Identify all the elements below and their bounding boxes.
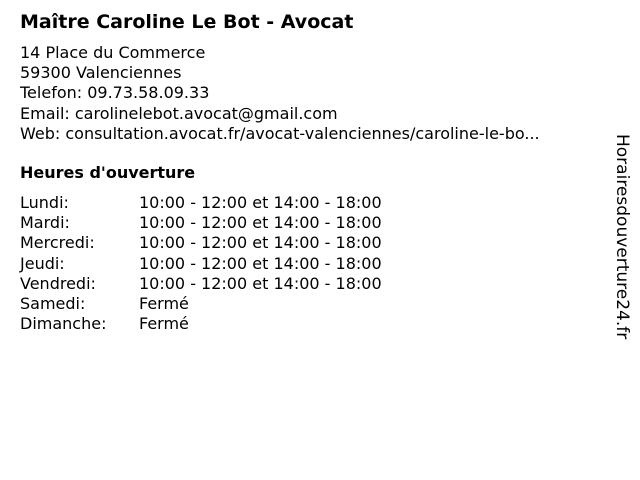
- hours-day: Jeudi:: [20, 253, 65, 273]
- hours-time: 10:00 - 12:00 et 14:00 - 18:00: [139, 213, 382, 233]
- email-line: Email: carolinelebot.avocat@gmail.com: [20, 103, 338, 123]
- street-address: 14 Place du Commerce: [20, 43, 206, 62]
- hours-day: Dimanche:: [20, 314, 107, 334]
- phone-line: Telefon: 09.73.58.09.33: [20, 83, 210, 103]
- hours-row-mardi: [20, 213, 382, 233]
- contact-block: [20, 43, 540, 144]
- hours-table: [20, 193, 382, 334]
- hours-time: 10:00 - 12:00 et 14:00 - 18:00: [139, 233, 382, 253]
- hours-row-lundi: [20, 193, 382, 213]
- hours-row-vendredi: [20, 274, 382, 294]
- hours-day: Samedi:: [20, 294, 86, 314]
- hours-time: Fermé: [139, 294, 189, 314]
- hours-day: Mercredi:: [20, 233, 95, 253]
- web-line: Web: consultation.avocat.fr/avocat-valenciennes/caroline-le-bo...: [20, 123, 540, 143]
- hours-time: 10:00 - 12:00 et 14:00 - 18:00: [139, 193, 382, 212]
- hours-time: Fermé: [139, 314, 189, 334]
- hours-heading: Heures d'ouverture: [20, 163, 196, 182]
- hours-time: 10:00 - 12:00 et 14:00 - 18:00: [139, 253, 382, 273]
- hours-row-samedi: [20, 294, 382, 314]
- city-address: 59300 Valenciennes: [20, 63, 182, 83]
- hours-day: Vendredi:: [20, 273, 96, 293]
- site-watermark: Horairesdouverture24.fr: [612, 134, 632, 340]
- hours-row-jeudi: [20, 254, 382, 274]
- hours-day: Mardi:: [20, 213, 70, 233]
- business-title: Maître Caroline Le Bot - Avocat: [20, 11, 354, 33]
- hours-time: 10:00 - 12:00 et 14:00 - 18:00: [139, 273, 382, 293]
- hours-day: Lundi:: [20, 193, 69, 212]
- hours-row-dimanche: [20, 314, 382, 334]
- hours-row-mercredi: [20, 233, 382, 253]
